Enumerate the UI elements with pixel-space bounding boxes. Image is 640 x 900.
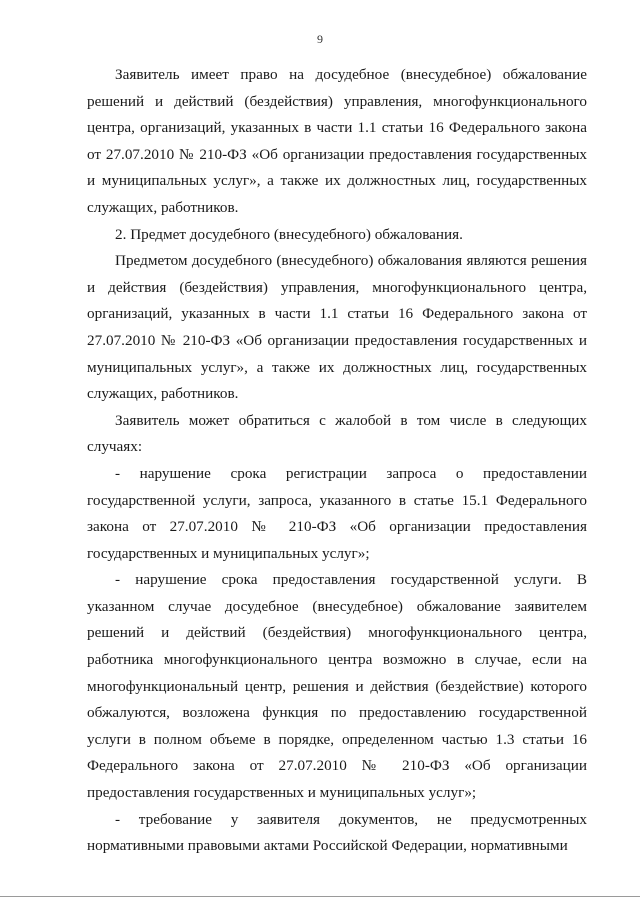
list-item-document-demand: - требование у заявителя документов, не предусмотренных нормативными правовыми актами Российской Федерации, нормативными [87, 810, 587, 855]
section-heading-subject: 2. Предмет досудебного (внесудебного) обжалования. [115, 225, 463, 243]
list-item-service-delay: - нарушение срока предоставления государственной услуги. В указанном случае досудебное (внесудебное) обжалование заявителем решений и действий (бездействия) многофункционального центра, работника многофункционального центра возможно в случае, если на многофункциональный центр, решения и действия (бездействие) которого обжалуются, возложена функция по предоставлению государственной услуги в полном объеме в порядке, определенном частью 1.3 статьи 16 Федерального закона от 27.07.2010 № 210-ФЗ «Об организации предоставления государственных и муниципальных услуг»; [87, 571, 587, 802]
list-item-registration-delay: - нарушение срока регистрации запроса о предоставлении государственной услуги, запроса, указанного в статье 15.1 Федерального закона от 27.07.2010 № 210-ФЗ «Об организации предоставления государственных и муниципальных услуг»; [87, 464, 587, 562]
document-body [87, 62, 587, 860]
page-number: 9 [317, 32, 323, 46]
paragraph-appeal-right: Заявитель имеет право на досудебное (внесудебное) обжалование решений и действий (бездействия) управления, многофункционального центра, организаций, указанных в части 1.1 статьи 16 Федерального закона от 27.07.2010 № 210-ФЗ «Об организации предоставления государственных и муниципальных услуг», а также их должностных лиц, государственных служащих, работников. [87, 66, 587, 216]
paragraph-appeal-subject: Предметом досудебного (внесудебного) обжалования являются решения и действия (бездействия) управления, многофункционального центра, организаций, указанных в части 1.1 статьи 16 Федерального закона от 27.07.2010 № 210-ФЗ «Об организации предоставления государственных и муниципальных услуг», а также их должностных лиц, государственных служащих, работников. [87, 252, 587, 403]
paragraph-cases-intro: Заявитель может обратиться с жалобой в том числе в следующих случаях: [87, 411, 587, 456]
page-bottom-edge [0, 896, 640, 897]
